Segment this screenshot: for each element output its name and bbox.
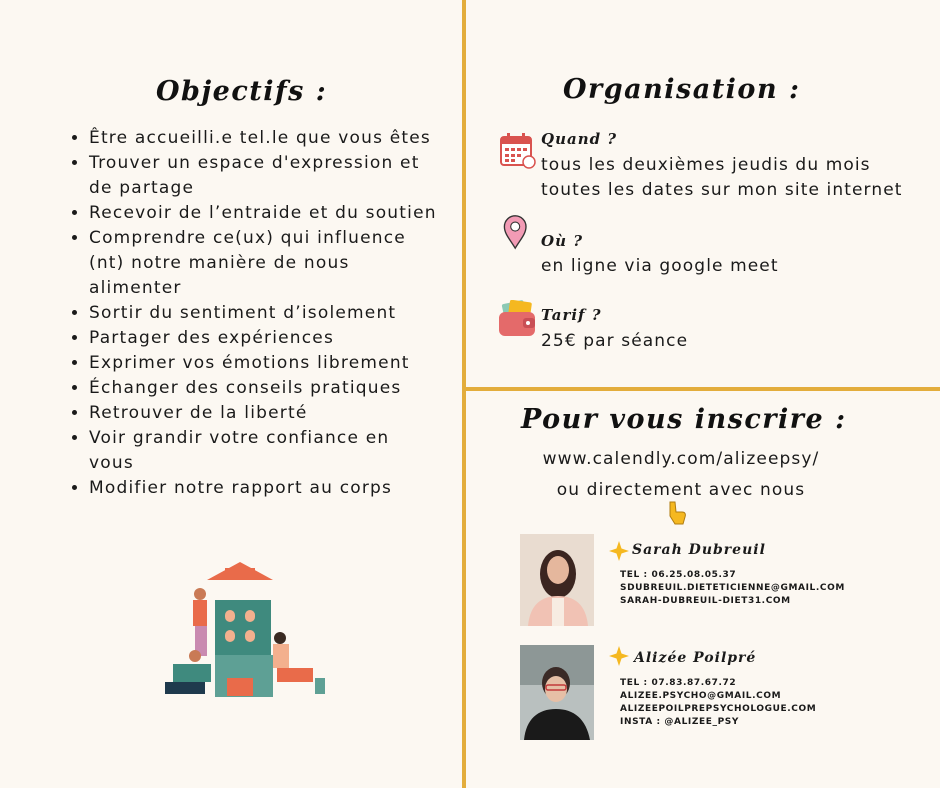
list-item: • Modifier notre rapport au corps [89, 476, 439, 501]
star-icon [608, 645, 630, 667]
signup-alt-text: ou directement avec nous [556, 480, 806, 500]
objectives-title: Objectifs : [156, 76, 328, 107]
when-label: Quand ? [541, 130, 618, 148]
contact-details [620, 677, 816, 729]
objectives-list [70, 126, 439, 501]
price-line: 25€ par séance [541, 331, 689, 351]
contact-line[interactable]: INSTA : @ALIZEE_PSY [620, 717, 739, 727]
calendar-icon [497, 130, 537, 170]
list-item: • Sortir du sentiment d’isolement [89, 301, 439, 326]
list-item: • Exprimer vos émotions librement [89, 351, 439, 376]
contact-name: Alizée Poilpré [634, 650, 757, 666]
list-item: • Voir grandir votre confiance en vous [89, 426, 439, 476]
contact-details [620, 569, 845, 608]
when-line: tous les deuxièmes jeudis du mois [541, 155, 871, 175]
list-item: • Être accueilli.e tel.le que vous êtes [89, 126, 439, 151]
contact-name: Sarah Dubreuil [632, 542, 766, 558]
pointing-hand-icon [666, 500, 688, 526]
sarah-dubreuil-photo [520, 534, 594, 626]
when-line: toutes les dates sur mon site internet [541, 180, 903, 200]
signup-title: Pour vous inscrire : [521, 404, 847, 435]
where-line: en ligne via google meet [541, 256, 779, 276]
list-item: • Retrouver de la liberté [89, 401, 439, 426]
where-label: Où ? [541, 232, 583, 250]
price-section [497, 300, 917, 360]
teamwork-house-illustration [145, 560, 335, 710]
vertical-divider [462, 0, 466, 788]
wallet-icon [497, 300, 537, 340]
contact-line[interactable]: ALIZEE.PSYCHO@GMAIL.COM [620, 691, 782, 701]
list-item: • Trouver un espace d'expression et de partage [89, 151, 439, 201]
alizee-poilpre-photo [520, 645, 594, 740]
horizontal-divider [464, 387, 940, 391]
list-item: • Comprendre ce(ux) qui influence (nt) notre manière de nous alimenter [89, 226, 439, 301]
star-icon [608, 540, 630, 562]
contact-line[interactable]: ALIZEEPOILPREPSYCHOLOGUE.COM [620, 704, 817, 714]
list-item: • Partager des expériences [89, 326, 439, 351]
list-item: • Recevoir de l’entraide et du soutien [89, 201, 439, 226]
list-item: • Échanger des conseils pratiques [89, 376, 439, 401]
price-label: Tarif ? [541, 306, 602, 324]
when-section [497, 130, 917, 205]
contact-line[interactable]: SARAH-DUBREUIL-DIET31.COM [620, 596, 791, 606]
organisation-title: Organisation : [563, 74, 801, 105]
contact-line: TEL : 06.25.08.05.37 [620, 570, 737, 580]
location-pin-icon [499, 212, 535, 252]
contact-line: TEL : 07.83.87.67.72 [620, 678, 737, 688]
signup-url[interactable]: www.calendly.com/alizeepsy/ [542, 449, 820, 469]
contact-line[interactable]: SDUBREUIL.DIETETICIENNE@GMAIL.COM [620, 583, 845, 593]
where-section [497, 212, 917, 282]
